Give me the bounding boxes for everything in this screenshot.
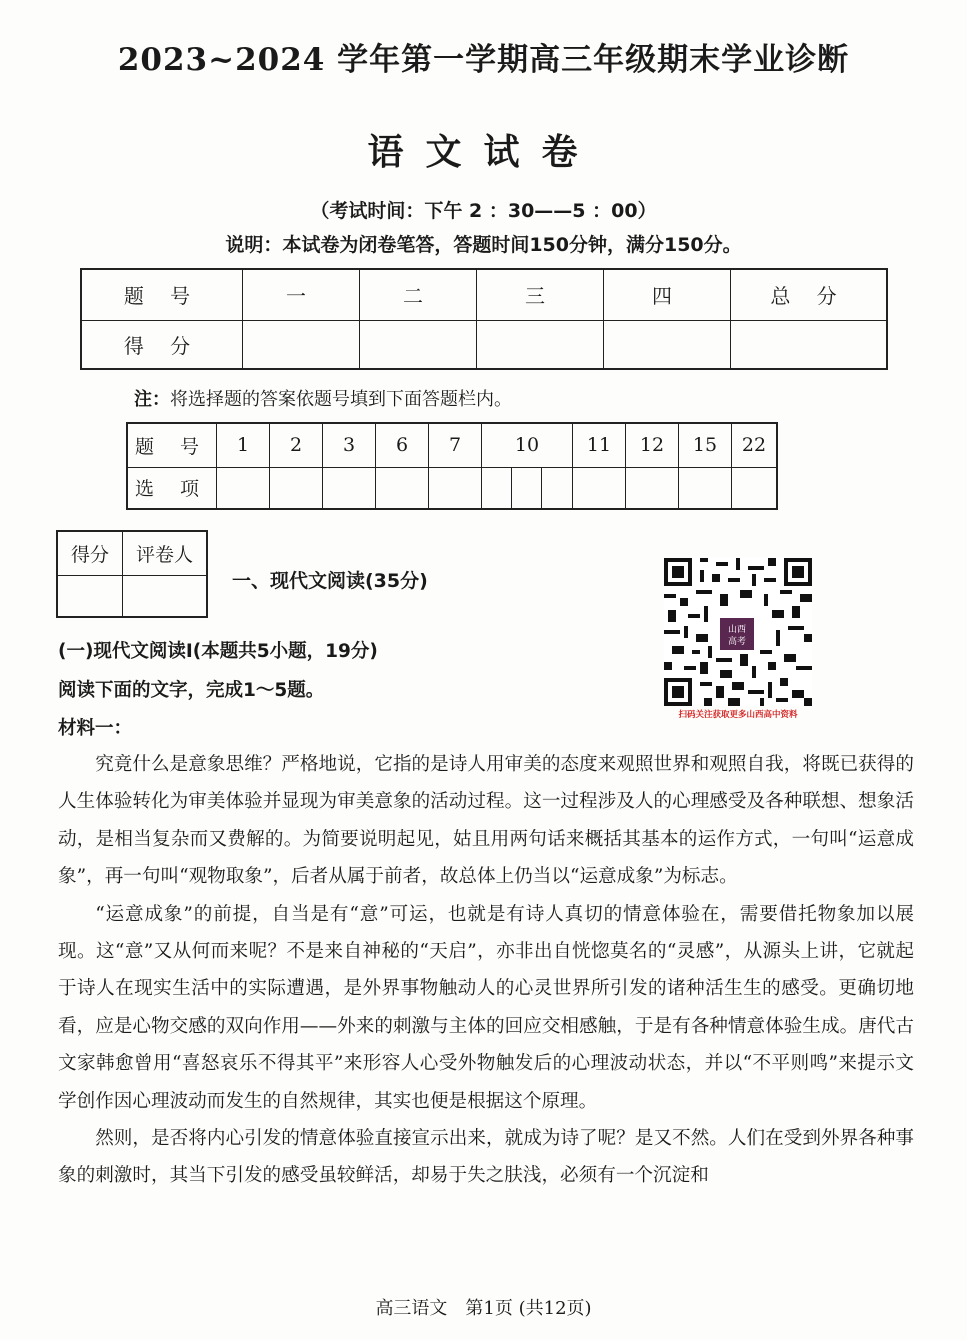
material-label: 材料一： <box>58 718 133 739</box>
qr-logo-line: 高考 <box>727 637 746 647</box>
grader-name-label: 评卷人 <box>123 531 208 575</box>
score-table-row-label: 得 分 <box>81 320 243 369</box>
exam-title: 2023~2024 学年第一学期高三年级期末学业诊断 <box>117 42 850 78</box>
fill-note-prefix: 注： <box>134 389 170 410</box>
score-table-col-3: 三 <box>477 269 604 320</box>
question-number: 15 <box>679 423 732 467</box>
question-number: 7 <box>429 423 482 467</box>
part-heading: (一)现代文阅读Ⅰ(本题共5小题，19分) <box>58 641 378 662</box>
question-number: 11 <box>573 423 626 467</box>
answer-cell[interactable] <box>482 467 512 509</box>
score-cell[interactable] <box>477 320 604 369</box>
score-table-col-1: 一 <box>243 269 360 320</box>
answer-cell[interactable] <box>270 467 323 509</box>
passage-paragraph: 究竟什么是意象思维？严格地说，它指的是诗人用审美的态度来观照世界和观照自我，将既已获得的人生体验转化为审美体验并显现为审美意象的活动过程。这一过程涉及人的心理感受及各种联想、想象活动，是相当复杂而又费解的。为简要说明起见，姑且用两句话来概括其基本的运作方式，一句叫“运意成象”，再一句叫“观物取象”，后者从属于前者，故总体上仍当以“运意成象”为标志。 <box>58 754 914 888</box>
answer-table-option-label: 选 项 <box>127 467 217 509</box>
answer-table <box>126 422 778 510</box>
answer-table-number-label: 题 号 <box>127 423 217 467</box>
fill-note <box>134 385 512 411</box>
grader-score-label: 得分 <box>57 531 123 575</box>
grader-score-cell[interactable] <box>57 575 123 617</box>
page-footer: 高三语文 第1页 (共12页) <box>375 1298 592 1319</box>
answer-cell[interactable] <box>429 467 482 509</box>
question-number: 6 <box>376 423 429 467</box>
score-table-col-2: 二 <box>360 269 477 320</box>
answer-cell[interactable] <box>512 467 542 509</box>
reading-instruction: 阅读下面的文字，完成1～5题。 <box>58 680 325 701</box>
section-heading: 一、现代文阅读(35分) <box>232 570 428 592</box>
question-number: 3 <box>323 423 376 467</box>
answer-cell[interactable] <box>679 467 732 509</box>
score-cell[interactable] <box>604 320 731 369</box>
qr-logo-line: 山西 <box>727 625 746 635</box>
exam-instructions: 说明：本试卷为闭卷笔答，答题时间150分钟，满分150分。 <box>225 234 742 256</box>
subject-title: 语文试卷 <box>367 132 600 173</box>
grader-table <box>56 530 208 618</box>
answer-cell[interactable] <box>323 467 376 509</box>
answer-cell[interactable] <box>542 467 573 509</box>
score-cell[interactable] <box>731 320 888 369</box>
grader-name-cell[interactable] <box>123 575 208 617</box>
passage-paragraph: “运意成象”的前提，自当是有“意”可运，也就是有诗人真切的情意体验在，需要借托物象加以展现。这“意”又从何而来呢？不是来自神秘的“天启”，亦非出自恍惚莫名的“灵感”，从源头上讲，它就起于诗人在现实生活中的实际遭遇，是外界事物触动人的心灵世界所引发的诸种活生生的感受。更确切地看，应是心物交感的双向作用——外来的刺激与主体的回应交相感触，于是有各种情意体验生成。唐代古文家韩愈曾用“喜怒哀乐不得其平”来形容人心受外物触发后的心理波动状态，并以“不平则鸣”来提示文学创作因心理波动而发生的自然规律，其实也便是根据这个原理。 <box>58 903 914 1112</box>
question-number: 1 <box>217 423 270 467</box>
score-table <box>80 268 888 370</box>
score-table-col-total: 总 分 <box>731 269 888 320</box>
qr-logo-badge <box>718 616 756 652</box>
score-table-col-4: 四 <box>604 269 731 320</box>
question-number: 2 <box>270 423 323 467</box>
fill-note-text: 将选择题的答案依题号填到下面答题栏内。 <box>170 389 512 410</box>
score-table-header: 题 号 <box>81 269 243 320</box>
qr-caption: 扫码关注获取更多山西高中资料 <box>678 710 798 720</box>
answer-cell[interactable] <box>626 467 679 509</box>
exam-time: （考试时间：下午 2 ：30——5 ：00） <box>310 200 657 222</box>
answer-cell[interactable] <box>573 467 626 509</box>
answer-cell[interactable] <box>732 467 778 509</box>
question-number: 12 <box>626 423 679 467</box>
question-number: 22 <box>732 423 778 467</box>
passage-paragraph: 然则，是否将内心引发的情意体验直接宣示出来，就成为诗了呢？是又不然。人们在受到外界各种事象的刺激时，其当下引发的感受虽较鲜活，却易于失之肤浅，必须有一个沉淀和 <box>58 1128 914 1187</box>
answer-cell[interactable] <box>376 467 429 509</box>
answer-cell[interactable] <box>217 467 270 509</box>
question-number: 10 <box>482 423 573 467</box>
score-cell[interactable] <box>360 320 477 369</box>
score-cell[interactable] <box>243 320 360 369</box>
reading-passage <box>58 746 914 1195</box>
